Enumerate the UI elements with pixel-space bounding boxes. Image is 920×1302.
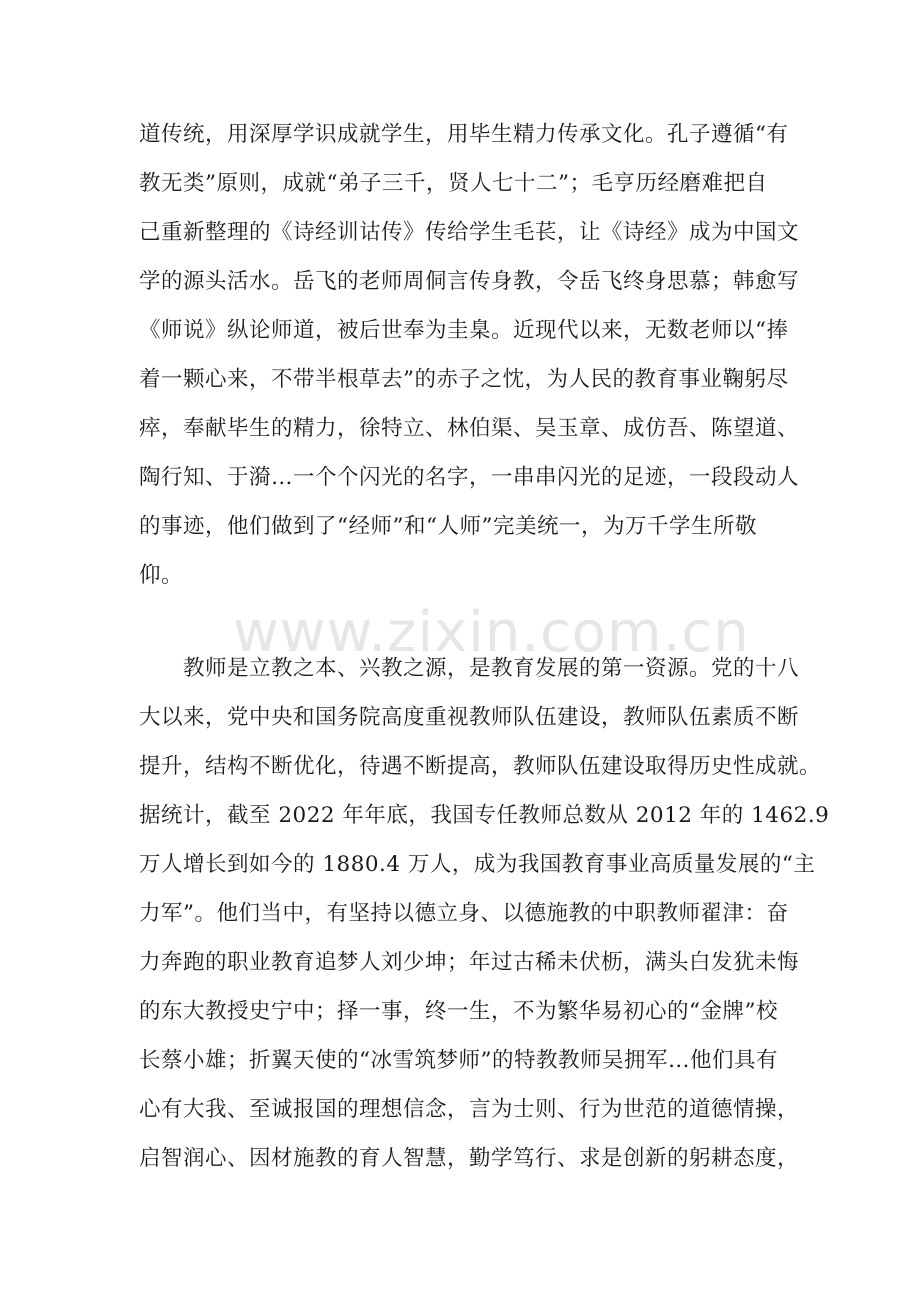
paragraph-1-line: 道传统，用深厚学识成就学生，用毕生精力传承文化。孔子遵循“有 bbox=[139, 122, 789, 147]
paragraph-2-line: 心有大我、至诚报国的理想信念，言为士则、行为世范的道德情操， bbox=[139, 1097, 800, 1122]
paragraph-2-line: 启智润心、因材施教的育人智慧，勤学笃行、求是创新的躬耕态度， bbox=[139, 1146, 800, 1171]
paragraph-2-line: 大以来，党中央和国务院高度重视教师队伍建设，教师队伍素质不断 bbox=[139, 705, 800, 730]
paragraph-2-line: 长蔡小雄；折翼天使的“冰雪筑梦师”的特教教师吴拥军…他们具有 bbox=[139, 1048, 778, 1073]
paragraph-1-line: 教无类”原则，成就“弟子三千，贤人七十二”；毛亨历经磨难把自 bbox=[139, 171, 768, 196]
paragraph-1-line: 的事迹，他们做到了“经师”和“人师”完美统一，为万千学生所敬 bbox=[139, 514, 757, 539]
paragraph-2-line: 教师是立教之本、兴教之源，是教育发展的第一资源。党的十八 bbox=[139, 656, 800, 681]
paragraph-2-line: 力军”。他们当中，有坚持以德立身、以德施教的中职教师翟津：奋 bbox=[139, 901, 789, 926]
paragraph-1-line: 着一颗心来，不带半根草去”的赤子之忱，为人民的教育事业鞠躬尽 bbox=[139, 367, 789, 392]
paragraph-1-line: 《师说》纵论师道，被后世奉为圭臬。近现代以来，无数老师以“捧 bbox=[139, 318, 789, 343]
paragraph-2-line: 的东大教授史宁中；择一事，终一生，不为繁华易初心的“金牌”校 bbox=[139, 999, 778, 1024]
paragraph-2-line: 据统计，截至 2022 年年底，我国专任教师总数从 2012 年的 1462.9 bbox=[139, 803, 830, 828]
paragraph-1-line: 陶行知、于漪…一个个闪光的名字，一串串闪光的足迹，一段段动人 bbox=[139, 465, 800, 490]
paragraph-2-line: 提升，结构不断优化，待遇不断提高，教师队伍建设取得历史性成就。 bbox=[139, 754, 822, 779]
paragraph-1-line: 仰。 bbox=[139, 563, 184, 588]
paragraph-2-line: 力奔跑的职业教育追梦人刘少坤；年过古稀未伏枥，满头白发犹未悔 bbox=[139, 950, 800, 975]
paragraph-1-line: 学的源头活水。岳飞的老师周侗言传身教，令岳飞终身思慕；韩愈写 bbox=[139, 269, 800, 294]
paragraph-1-line: 瘁，奉献毕生的精力，徐特立、林伯渠、吴玉章、成仿吾、陈望道、 bbox=[139, 416, 800, 441]
paragraph-1-line: 己重新整理的《诗经训诂传》传给学生毛苌，让《诗经》成为中国文 bbox=[139, 220, 800, 245]
watermark: www.zixin.com.cn bbox=[233, 600, 750, 665]
paragraph-2-line: 万人增长到如今的 1880.4 万人，成为我国教育事业高质量发展的“主 bbox=[139, 852, 816, 877]
